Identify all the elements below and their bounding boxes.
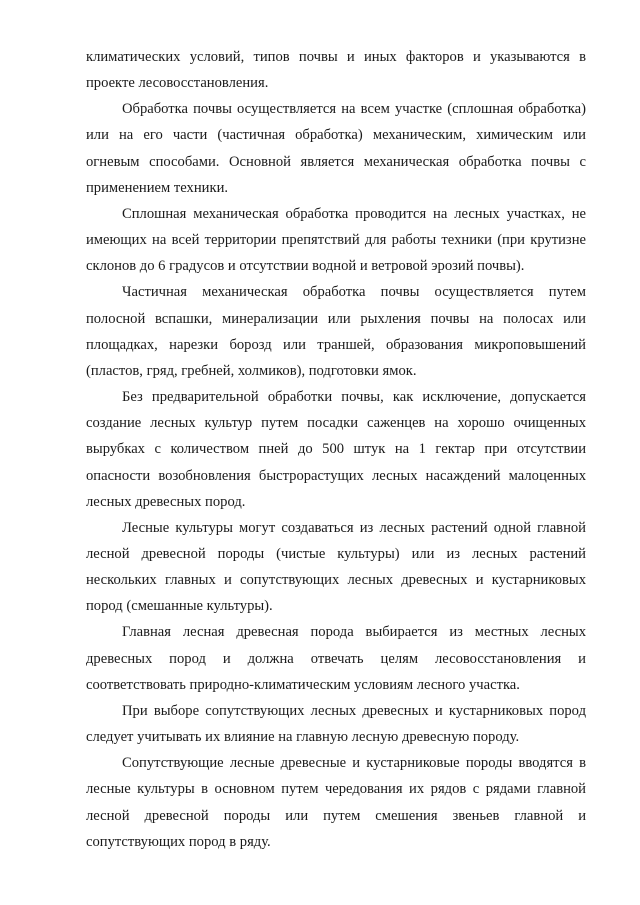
paragraph-main-species: Главная лесная древесная порода выбирается из местных лесных древесных пород и должна отвечать целям лесовосстановления и соответствовать природно-климатическим условиям лесного участка. <box>86 624 586 693</box>
paragraph-continuation: климатических условий, типов почвы и иных факторов и указываются в проекте лесовосстановления. <box>86 49 586 92</box>
paragraph-accompanying-introduction: Сопутствующие лесные древесные и кустарниковые породы вводятся в лесные культуры в основном путем чередования их рядов с рядами главной лесной древесной породы или путем смешения звеньев главной и сопутствующих пород в ряду. <box>86 755 586 850</box>
paragraph-accompanying-choice: При выборе сопутствующих лесных древесных и кустарниковых пород следует учитывать их влияние на главную лесную древесную породу. <box>86 702 586 746</box>
paragraph-no-treatment: Без предварительной обработки почвы, как исключение, допускается создание лесных культур путем посадки саженцев на хорошо очищенных вырубках с количеством пней до 500 штук на 1 гектар при отсутствии опасности возобновления быстрорастущих лесных насаждений малоценных лесных древесных пород. <box>86 389 586 510</box>
document-page <box>86 44 586 855</box>
paragraph-soil-treatment: Обработка почвы осуществляется на всем участке (сплошная обработка) или на его части (частичная обработка) механическим, химическим или огневым способами. Основной является механическая обработка почвы с применением техники. <box>86 101 586 196</box>
paragraph-full-treatment: Сплошная механическая обработка проводится на лесных участках, не имеющих на всей территории препятствий для работы техники (при крутизне склонов до 6 градусов и отсутствии водной и ветровой эрозий почвы). <box>86 205 586 275</box>
paragraph-forest-cultures: Лесные культуры могут создаваться из лесных растений одной главной лесной древесной породы (чистые культуры) или из лесных растений нескольких главных и сопутствующих лесных древесных и кустарниковых пород (смешанные культуры). <box>86 519 586 615</box>
paragraph-partial-treatment: Частичная механическая обработка почвы осуществляется путем полосной вспашки, минерализации или рыхления почвы на полосах или площадках, нарезки борозд или траншей, образования микроповышений (пластов, гряд, гребней, холмиков), подготовки ямок. <box>86 284 586 379</box>
